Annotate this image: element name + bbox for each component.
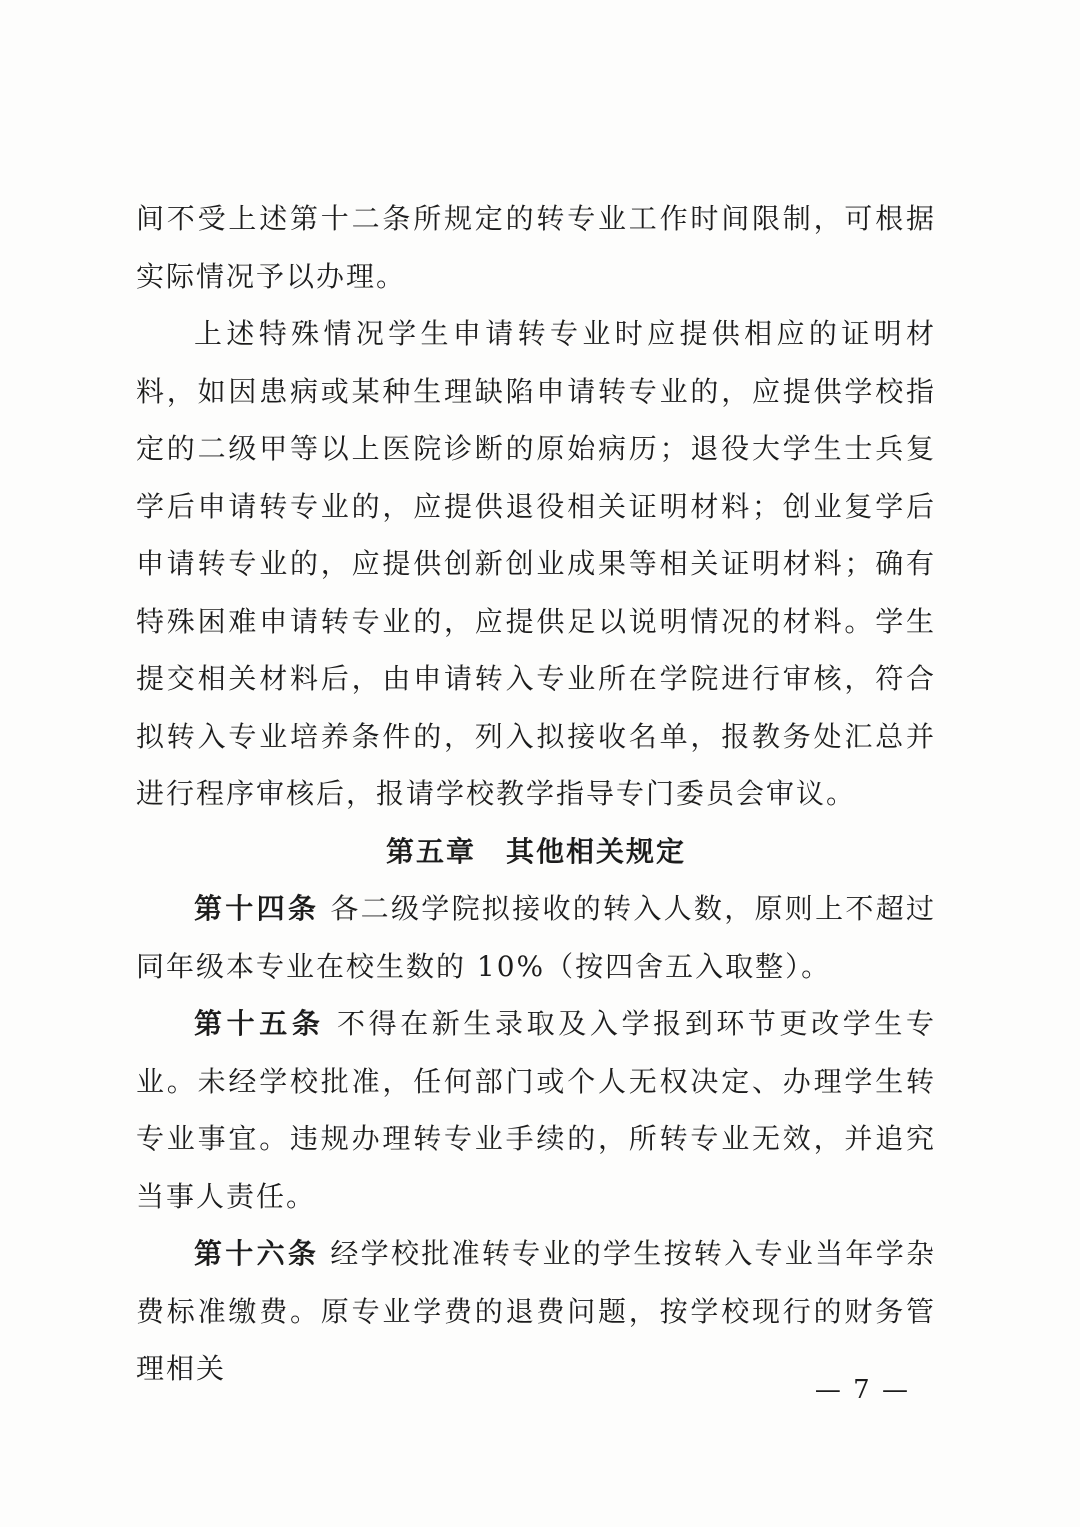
chapter-heading xyxy=(136,823,936,881)
article-15 xyxy=(136,995,936,1225)
article-14-label: 第十四条 xyxy=(194,892,320,925)
article-16-label: 第十六条 xyxy=(194,1237,320,1270)
article-15-text: 不得在新生录取及入学报到环节更改学生专业。未经学校批准，任何部门或个人无权决定、办理学生转专业事宜。违规办理转专业手续的，所转专业无效，并追究当事人责任。 xyxy=(136,1007,936,1213)
article-16 xyxy=(136,1225,936,1398)
chapter-title: 其他相关规定 xyxy=(506,834,687,868)
chapter-number: 第五章 xyxy=(385,834,476,868)
article-14 xyxy=(136,880,936,995)
document-body xyxy=(136,190,936,1398)
special-cases-paragraph: 上述特殊情况学生申请转专业时应提供相应的证明材料，如因患病或某种生理缺陷申请转专业的，应提供学校指定的二级甲等以上医院诊断的原始病历；退役大学生士兵复学后申请转专业的，应提供退役相关证明材料；创业复学后申请转专业的，应提供创新创业成果等相关证明材料；确有特殊困难申请转专业的，应提供足以说明情况的材料。学生提交相关材料后，由申请转入专业所在学院进行审核，符合拟转入专业培养条件的，列入拟接收名单，报教务处汇总并进行程序审核后，报请学校教学指导专门委员会审议。 xyxy=(136,317,936,810)
article-14-text: 各二级学院拟接收的转入人数，原则上不超过同年级本专业在校生数的 10%（按四舍五入取整）。 xyxy=(136,892,936,983)
article-15-label: 第十五条 xyxy=(194,1007,325,1040)
article-16-text: 经学校批准转专业的学生按转入专业当年学杂费标准缴费。原专业学费的退费问题，按学校现行的财务管理相关 xyxy=(136,1237,936,1385)
page-number: — 7 — xyxy=(814,1375,910,1405)
continuation-paragraph: 间不受上述第十二条所规定的转专业工作时间限制，可根据实际情况予以办理。 xyxy=(136,202,936,293)
